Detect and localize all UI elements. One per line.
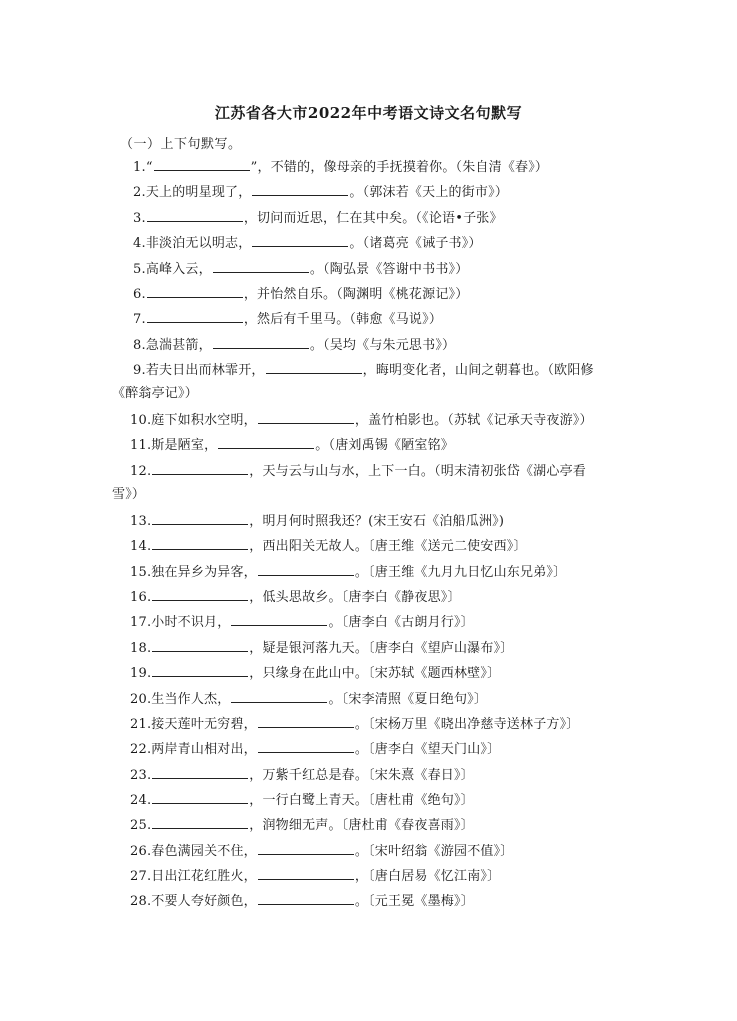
question-text-after: 。〔唐李白《古朗月行》〕 <box>328 615 474 630</box>
answer-blank[interactable] <box>258 867 354 880</box>
question-text-after: ，一行白鹭上青天。〔唐杜甫《绝句》〕 <box>249 793 474 808</box>
question-text-after: ”，不错的，像母亲的手抚摸着你。（朱自清《春》） <box>250 160 549 175</box>
answer-blank[interactable] <box>258 563 354 576</box>
question-text-before: 若夫日出而林霏开， <box>145 363 265 378</box>
question-text-before: 高峰入云， <box>145 262 212 277</box>
question-text-after: ，切问而近思，仁在其中矣。（《论语•子张》 <box>243 211 503 226</box>
question-number: 18. <box>130 641 152 656</box>
question-number: 11. <box>130 438 152 453</box>
question-number: 17. <box>130 615 152 630</box>
question-item <box>130 766 474 784</box>
question-number: 22. <box>130 742 152 757</box>
question-text-before: 独在异乡为异客， <box>151 565 257 580</box>
answer-blank[interactable] <box>152 462 248 475</box>
question-item <box>133 310 442 328</box>
question-number: 16. <box>130 590 152 605</box>
question-text-after: ，西出阳关无故人。〔唐王维《送元二使安西》〕 <box>249 539 527 554</box>
question-text-after: ，润物细无声。〔唐杜甫《春夜喜雨》〕 <box>249 818 474 833</box>
question-item <box>130 639 513 657</box>
question-number: 13. <box>130 514 152 529</box>
answer-blank[interactable] <box>258 411 354 424</box>
question-text-before: 天上的明星现了， <box>145 185 252 200</box>
question-item <box>130 664 500 682</box>
answer-blank[interactable] <box>152 766 248 779</box>
question-continuation: 雪》） <box>112 487 146 502</box>
question-number: 28. <box>130 894 152 909</box>
question-text-after: 。〔宋杨万里《晓出净慈寺送林子方》〕 <box>354 717 580 732</box>
question-number: 15. <box>130 565 152 580</box>
question-number: 27. <box>130 869 152 884</box>
answer-blank[interactable] <box>258 842 354 855</box>
question-text-after: ，然后有千里马。（韩愈《马说》） <box>243 312 443 327</box>
question-item <box>130 537 527 555</box>
answer-blank[interactable] <box>152 537 248 550</box>
question-item <box>133 361 594 379</box>
question-item <box>130 867 500 885</box>
question-item <box>133 336 455 354</box>
question-number: 8. <box>133 338 146 353</box>
answer-blank[interactable] <box>258 892 354 905</box>
question-text-after: ，晦明变化者，山间之朝暮也。（欧阳修 <box>362 363 594 378</box>
question-text-after: 。〔元王冕《墨梅》〕 <box>354 894 474 909</box>
answer-blank[interactable] <box>152 512 248 525</box>
question-text-before: 两岸青山相对出， <box>151 742 257 757</box>
answer-blank[interactable] <box>152 664 248 677</box>
question-text-before: 斯是陋室， <box>151 438 218 453</box>
answer-blank[interactable] <box>152 639 248 652</box>
question-text-before: 不要人夸好颜色， <box>151 894 257 909</box>
question-number: 9. <box>133 363 146 378</box>
answer-blank[interactable] <box>252 183 348 196</box>
answer-blank[interactable] <box>213 336 309 349</box>
question-number: 19. <box>130 666 152 681</box>
question-number: 2. <box>133 185 146 200</box>
question-item <box>130 816 474 834</box>
question-item <box>133 285 468 303</box>
question-item <box>133 183 508 201</box>
question-item <box>130 512 504 530</box>
question-text-before: 接天莲叶无穷碧， <box>151 717 257 732</box>
question-item <box>130 411 593 429</box>
question-text-before: 春色满园关不住， <box>151 844 257 859</box>
question-text-after: ，万紫千红总是春。〔宋朱熹《春日》〕 <box>249 768 474 783</box>
question-item <box>130 436 454 454</box>
question-number: 25. <box>130 818 152 833</box>
question-text-after: ，并怡然自乐。（陶渊明《桃花源记》） <box>243 287 469 302</box>
question-number: 5. <box>133 262 146 277</box>
question-text-after: 。（陶弘景《答谢中书书》） <box>309 262 469 277</box>
answer-blank[interactable] <box>152 588 248 601</box>
answer-blank[interactable] <box>231 690 327 703</box>
question-number: 21. <box>130 717 152 732</box>
answer-blank[interactable] <box>252 234 348 247</box>
answer-blank[interactable] <box>218 436 314 449</box>
question-text-after: 。（唐刘禹锡《陋室铭》 <box>315 438 454 453</box>
answer-blank[interactable] <box>147 310 243 323</box>
answer-blank[interactable] <box>147 209 243 222</box>
question-number: 14. <box>130 539 152 554</box>
question-continuation: 《醉翁亭记》） <box>112 386 198 401</box>
question-item <box>133 209 503 227</box>
question-number: 12. <box>130 464 152 479</box>
question-item <box>133 158 548 176</box>
answer-blank[interactable] <box>147 285 243 298</box>
question-number: 1. <box>133 160 146 175</box>
question-text-after: 。（吴均《与朱元思书》） <box>309 338 456 353</box>
question-item <box>130 715 580 733</box>
question-text-after: ，低头思故乡。〔唐李白《静夜思》〕 <box>249 590 461 605</box>
question-text-after: ，只缘身在此山中。〔宋苏轼《题西林壁》〕 <box>249 666 501 681</box>
answer-blank[interactable] <box>231 613 327 626</box>
question-text-after: ，〔唐白居易《忆江南》〕 <box>354 869 501 884</box>
question-number: 6. <box>133 287 146 302</box>
question-number: 10. <box>130 413 152 428</box>
section-heading: （一）上下句默写。 <box>120 137 242 152</box>
question-item <box>130 740 500 758</box>
question-text-after: 。（郭沫若《天上的街市》） <box>349 185 509 200</box>
question-number: 24. <box>130 793 152 808</box>
question-item <box>133 260 468 278</box>
question-item <box>130 690 487 708</box>
question-text-before: 小时不识月， <box>151 615 231 630</box>
question-number: 4. <box>133 236 146 251</box>
question-item <box>130 791 474 809</box>
question-text-after: 。（诸葛亮《诫子书》） <box>349 236 482 251</box>
question-text-after: 。〔宋叶绍翁《游园不值》〕 <box>354 844 514 859</box>
question-item <box>130 892 474 910</box>
question-number: 23. <box>130 768 152 783</box>
question-item <box>130 588 461 606</box>
question-item <box>130 563 566 581</box>
question-number: 3. <box>133 211 146 226</box>
answer-blank[interactable] <box>258 740 354 753</box>
answer-blank[interactable] <box>266 361 362 374</box>
question-text-after: ，疑是银河落九天。〔唐李白《望庐山瀑布》〕 <box>249 641 514 656</box>
answer-blank[interactable] <box>152 791 248 804</box>
question-text-before: 生当作人杰， <box>151 692 231 707</box>
answer-blank[interactable] <box>154 158 250 171</box>
question-number: 20. <box>130 692 152 707</box>
question-text-after: ，明月何时照我还？(宋王安石《泊船瓜洲》) <box>249 514 505 529</box>
question-text-before: 日出江花红胜火， <box>151 869 257 884</box>
question-text-before: 急湍甚箭， <box>145 338 212 353</box>
page-title: 江苏省各大市2022年中考语文诗文名句默写 <box>214 104 523 122</box>
question-number: 26. <box>130 844 152 859</box>
question-text-before: 非淡泊无以明志， <box>145 236 252 251</box>
question-item <box>133 234 482 252</box>
answer-blank[interactable] <box>213 260 309 273</box>
question-text-after: 。〔唐李白《望天门山》〕 <box>354 742 501 757</box>
question-number: 7. <box>133 312 146 327</box>
question-text-before: 庭下如积水空明， <box>151 413 257 428</box>
question-text-after: 。〔唐王维《九月九日忆山东兄弟》〕 <box>354 565 567 580</box>
question-item <box>130 613 474 631</box>
question-text-after: 。〔宋李清照《夏日绝句》〕 <box>328 692 488 707</box>
question-item <box>130 462 586 480</box>
question-text-after: ，天与云与山与水，上下一白。（明末清初张岱《湖心亭看 <box>249 464 586 479</box>
answer-blank[interactable] <box>152 816 248 829</box>
question-item <box>130 842 514 860</box>
question-text-before: “ <box>145 160 153 175</box>
question-text-after: ，盖竹柏影也。（苏轼《记承天寺夜游》） <box>354 413 593 428</box>
answer-blank[interactable] <box>258 715 354 728</box>
